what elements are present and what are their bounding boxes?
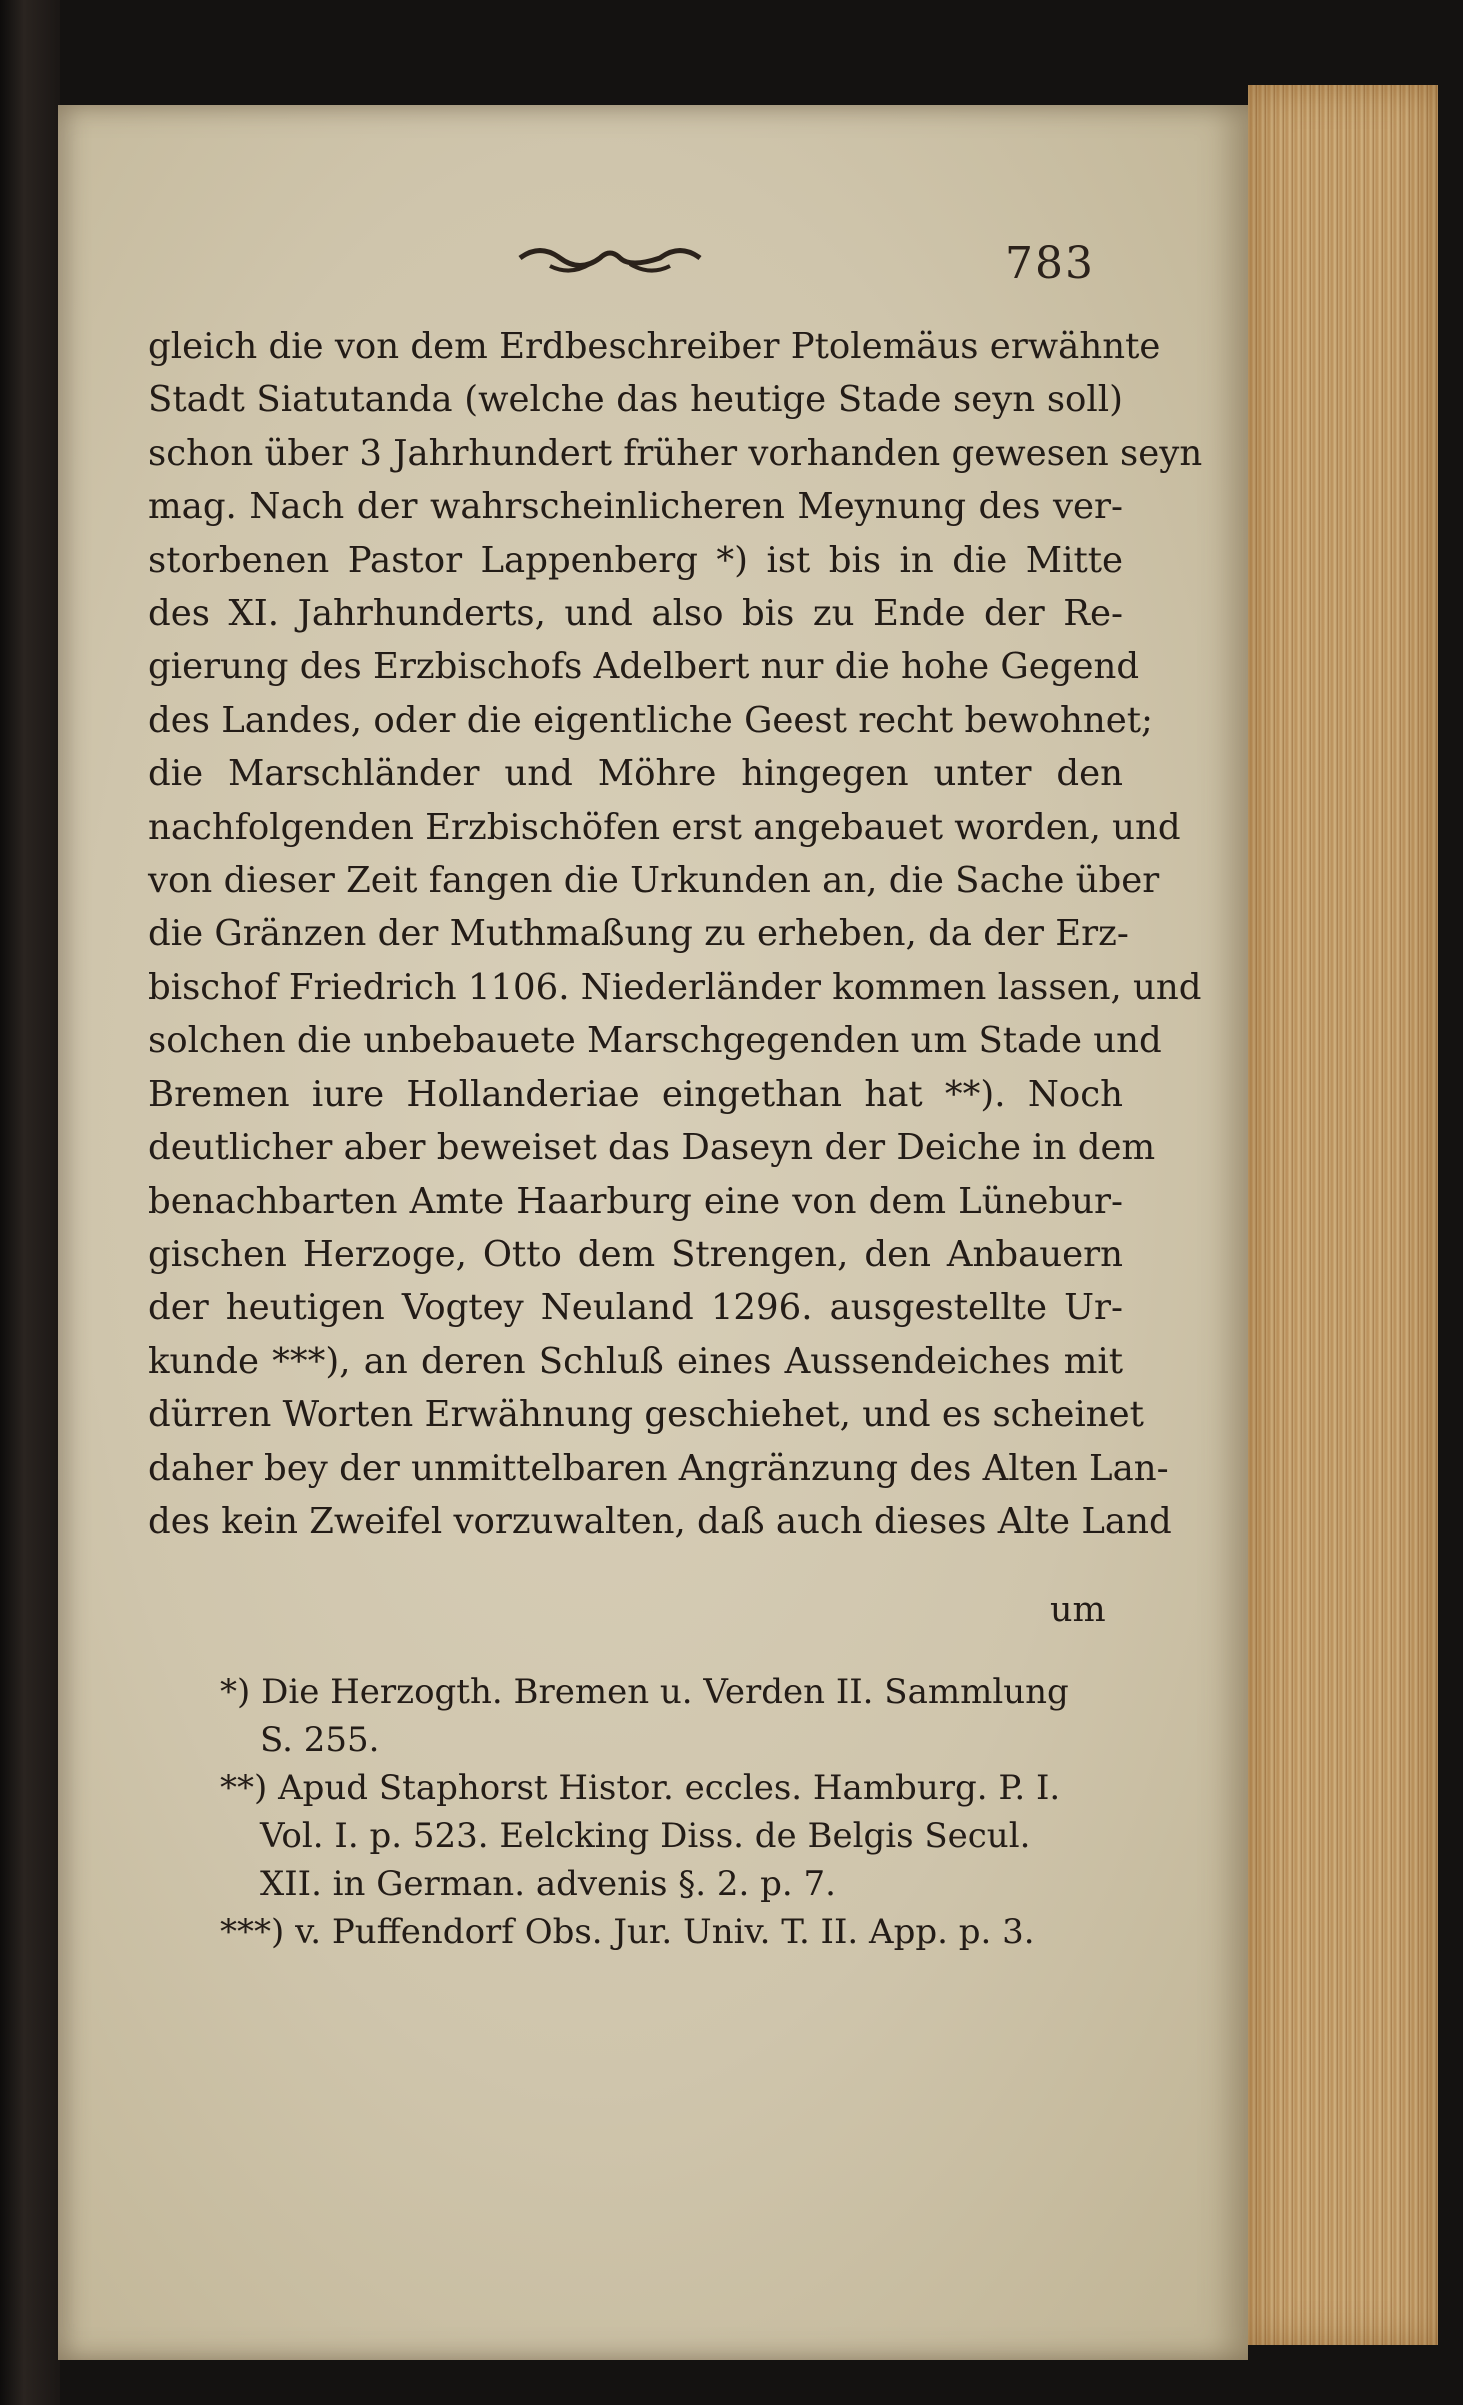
page-number: 783 bbox=[1005, 238, 1095, 289]
text-line: gischen Herzoge, Otto dem Strengen, den Anbauern bbox=[148, 1233, 1123, 1275]
text-line: storbenen Pastor Lappenberg *) ist bis in die Mitte bbox=[148, 539, 1123, 581]
text-line: nachfolgenden Erzbischöfen erst angebauet worden, und bbox=[148, 806, 1181, 848]
text-line: von dieser Zeit fangen die Urkunden an, die Sache über bbox=[148, 860, 1160, 902]
text-line: deutlicher aber beweiset das Daseyn der Deiche in dem bbox=[148, 1127, 1156, 1169]
book-gutter bbox=[0, 0, 60, 2405]
text-line: des Landes, oder die eigentliche Geest recht bewohnet; bbox=[148, 699, 1153, 741]
text-line: kunde ***), an deren Schluß eines Aussendeiches mit bbox=[148, 1340, 1123, 1382]
footnotes bbox=[220, 1668, 1120, 1956]
ornament-icon bbox=[510, 238, 710, 278]
text-line: dürren Worten Erwähnung geschiehet, und es scheinet bbox=[148, 1394, 1144, 1436]
text-line: bischof Friedrich 1106. Niederländer kommen lassen, und bbox=[148, 966, 1202, 1008]
text-line: schon über 3 Jahrhundert früher vorhanden gewesen seyn bbox=[148, 432, 1203, 474]
text-line: Stadt Siatutanda (welche das heutige Stade seyn soll) bbox=[148, 379, 1123, 421]
footnote-line: ***) v. Puffendorf Obs. Jur. Univ. T. II. App. p. 3. bbox=[220, 1912, 1035, 1952]
text-line: die Marschländer und Möhre hingegen unter den bbox=[148, 753, 1123, 795]
text-line: solchen die unbebauete Marschgegenden um Stade und bbox=[148, 1020, 1162, 1062]
text-line: mag. Nach der wahrscheinlicheren Meynung des ver- bbox=[148, 486, 1123, 528]
text-line: des XI. Jahrhunderts, und also bis zu Ende der Re- bbox=[148, 593, 1123, 635]
footnote-line: **) Apud Staphorst Histor. eccles. Hamburg. P. I. bbox=[220, 1768, 1061, 1808]
main-text bbox=[148, 320, 1203, 1548]
text-line: der heutigen Vogtey Neuland 1296. ausgestellte Ur- bbox=[148, 1287, 1123, 1329]
footnote-line: XII. in German. advenis §. 2. p. 7. bbox=[260, 1864, 836, 1904]
text-line: gleich die von dem Erdbeschreiber Ptolemäus erwähnte bbox=[148, 326, 1161, 367]
page-edges bbox=[1248, 85, 1438, 2345]
text-line: Bremen iure Hollanderiae eingethan hat **). Noch bbox=[148, 1073, 1123, 1115]
text-line: daher bey der unmittelbaren Angränzung des Alten Lan- bbox=[148, 1447, 1169, 1489]
text-line: gierung des Erzbischofs Adelbert nur die hohe Gegend bbox=[148, 646, 1140, 688]
catchword: um bbox=[1050, 1590, 1106, 1630]
footnote-line: *) Die Herzogth. Bremen u. Verden II. Sammlung bbox=[220, 1672, 1069, 1712]
text-line: des kein Zweifel vorzuwalten, daß auch dieses Alte Land bbox=[148, 1500, 1172, 1542]
text-line: die Gränzen der Muthmaßung zu erheben, da der Erz- bbox=[148, 913, 1129, 955]
footnote-line: S. 255. bbox=[260, 1720, 380, 1760]
footnote-line: Vol. I. p. 523. Eelcking Diss. de Belgis Secul. bbox=[260, 1816, 1031, 1856]
text-line: benachbarten Amte Haarburg eine von dem Lünebur- bbox=[148, 1180, 1123, 1222]
